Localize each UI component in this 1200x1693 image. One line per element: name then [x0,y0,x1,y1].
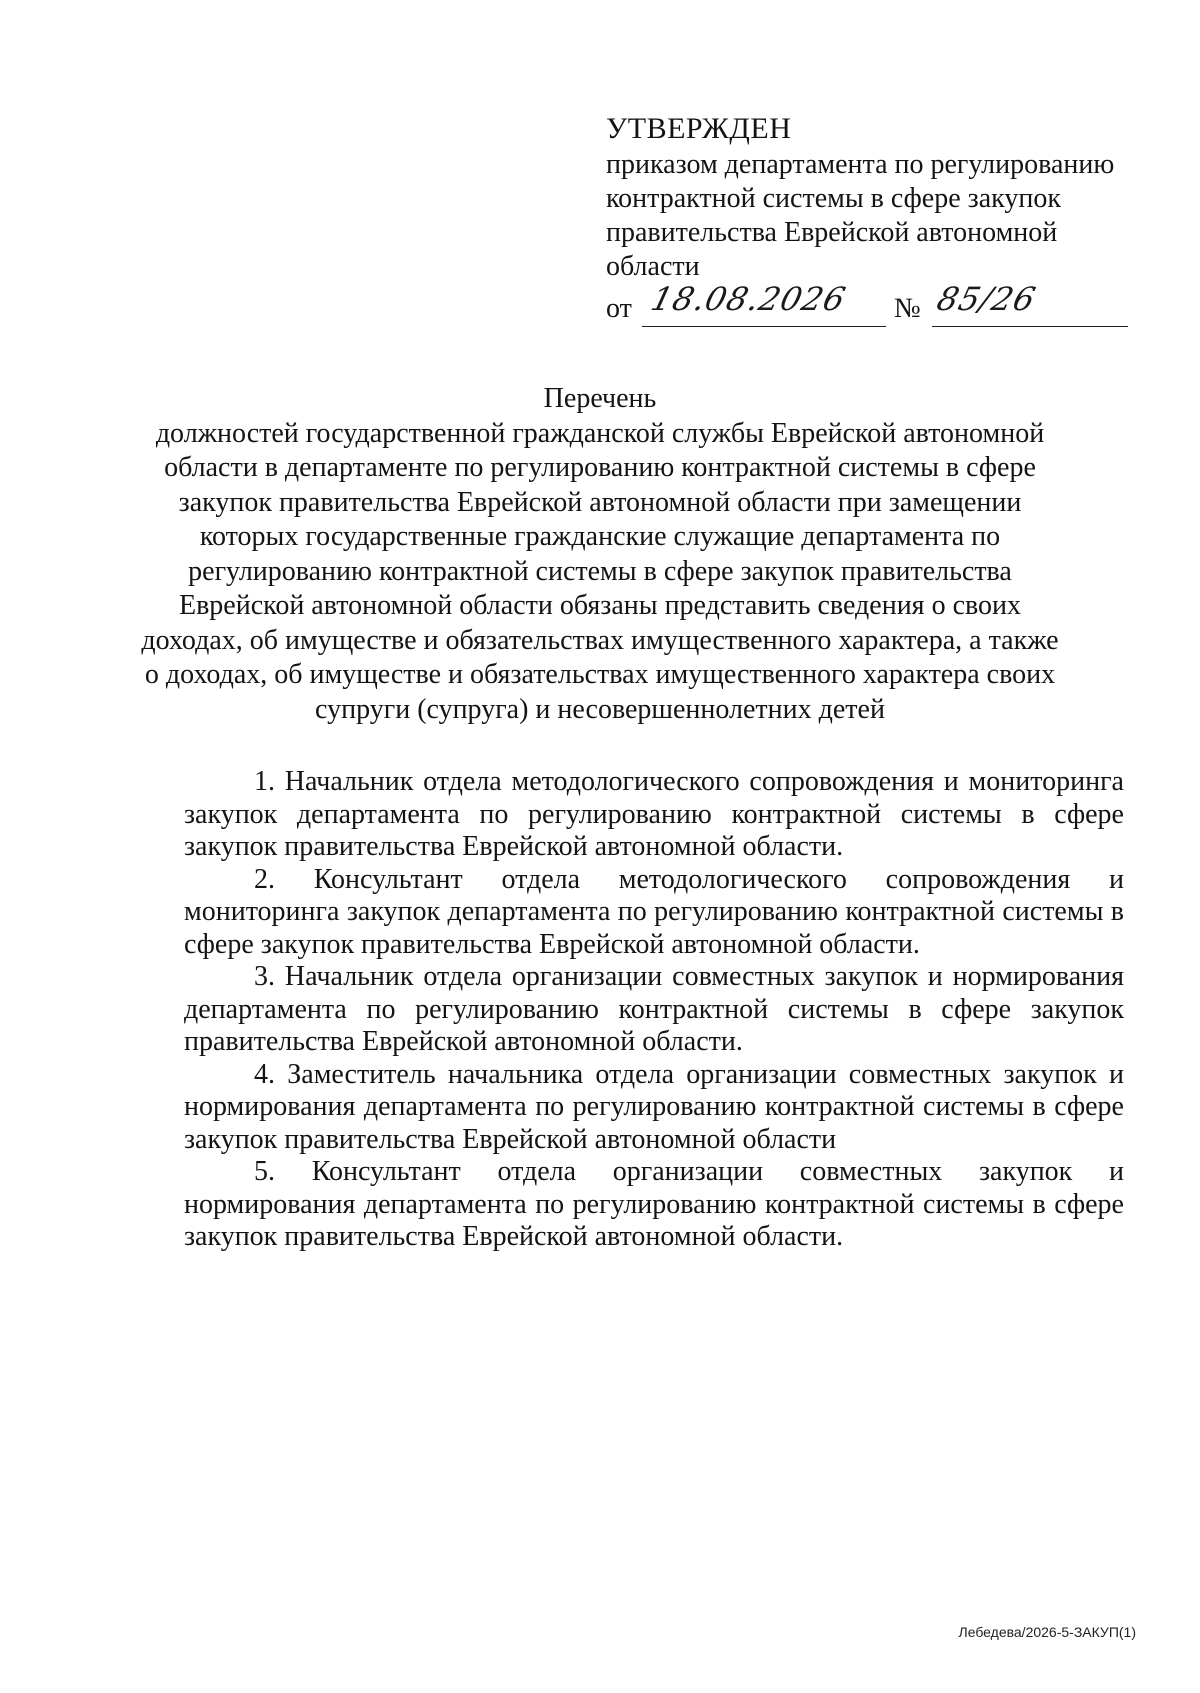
list-item: 3. Начальник отдела организации совместных закупок и нормирования департамента по регулированию контрактной системы в сфере закупок правительства Еврейской автономной области. [184,961,1124,1057]
document-heading [140,382,1060,727]
handwritten-number: 85/26 [933,280,1040,318]
footer-code: Лебедева/2026-5-ЗАКУП(1) [958,1624,1136,1640]
approval-reference-line [606,280,1126,330]
list-item: 5. Консультант отдела организации совместных закупок и нормирования департамента по регулированию контрактной системы в сфере закупок правительства Еврейской автономной области. [184,1156,1124,1252]
date-field [642,280,886,327]
approval-block [606,112,1126,330]
handwritten-date: 18.08.2026 [647,280,850,318]
heading-body: должностей государственной гражданской службы Еврейской автономной области в департаменте по регулированию контрактной системы в сфере закупок правительства Еврейской автономной области при замещении которых государственные гражданские служащие департамента по регулированию контрактной системы в сфере закупок правительства Еврейской автономной области обязаны представить сведения о своих доходах, об имуществе и обязательствах имущественного характера, а также о доходах, об имуществе и обязательствах имущественного характера своих супруги (супруга) и несовершеннолетних детей [141,417,1059,725]
positions-list [184,766,1124,1254]
approval-title: УТВЕРЖДЕН [606,112,792,145]
list-item: 4. Заместитель начальника отдела организации совместных закупок и нормирования департамента по регулированию контрактной системы в сфере закупок правительства Еврейской автономной области [184,1058,1124,1155]
number-prefix: № [894,293,921,324]
approval-issuer: приказом департамента по регулированию контрактной системы в сфере закупок правительства Еврейской автономной области [606,149,1115,282]
number-field [932,280,1128,327]
heading-title: Перечень [543,383,657,414]
list-item: 1. Начальник отдела методологического сопровождения и мониторинга закупок департамента по регулированию контрактной системы в сфере закупок правительства Еврейской автономной области. [184,766,1124,862]
list-item: 2. Консультант отдела методологического сопровождения и мониторинга закупок департамента по регулированию контрактной системы в сфере закупок правительства Еврейской автономной области. [184,863,1124,960]
date-prefix: от [606,293,632,324]
